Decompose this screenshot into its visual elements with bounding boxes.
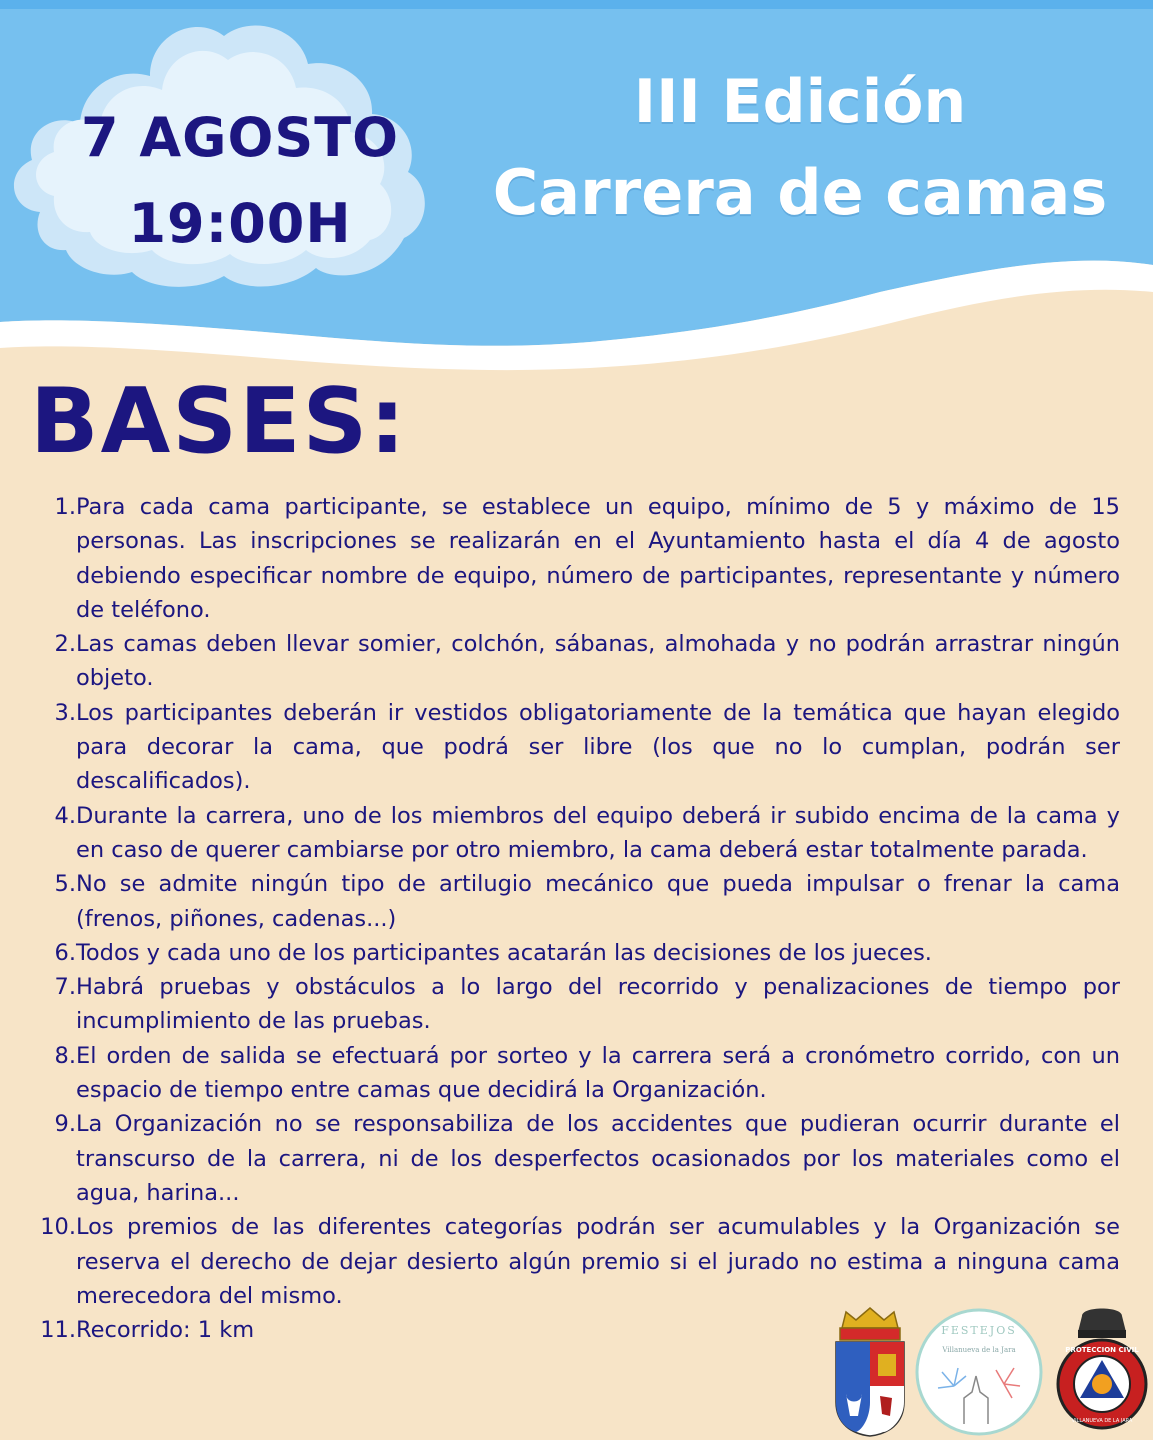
rule-text: No se admite ningún tipo de artilugio mecánico que pueda impulsar o frenar la cama (frenos, piñones, cadenas...) [76,871,1120,932]
rule-number: 4. [54,802,76,829]
bases-heading: BASES: [30,369,408,474]
rule-item [38,1210,1120,1313]
event-date-time [40,95,440,267]
rule-text: Todos y cada uno de los participantes acatarán las decisiones de los jueces. [76,939,932,966]
proteccion-civil-logo [1052,1306,1152,1438]
rule-number: 9. [54,1111,76,1138]
rule-number: 5. [54,871,76,898]
rule-number: 8. [54,1042,76,1069]
rule-item [38,970,1120,1039]
rule-text: Durante la carrera, uno de los miembros del equipo deberá ir subido encima de la cama y en caso de querer cambiarse por otro miembro, la cama deberá estar totalmente parada. [76,802,1120,863]
rule-text: Las camas deben llevar somier, colchón, sábanas, almohada y no podrán arrastrar ningún objeto. [76,631,1120,692]
festejos-logo-subtitle: Villanueva de la Jara [942,1346,1016,1354]
proteccion-civil-title: PROTECCION CIVIL [1065,1346,1139,1354]
rule-number: 10. [40,1214,76,1241]
event-time: 19:00H [128,192,352,255]
rule-number: 11. [40,1317,76,1344]
festejos-logo-title: FESTEJOS [941,1324,1017,1337]
rule-item [38,696,1120,799]
event-date: 7 AGOSTO [80,106,400,169]
rule-item [38,1107,1120,1210]
rule-text: La Organización no se responsabiliza de los accidentes que pudieran ocurrir durante el transcurso de la carrera, ni de los desperfectos ocasionados por los materiales como el agua, harina... [76,1111,1120,1206]
rule-item [38,936,1120,970]
rule-item [38,627,1120,696]
rule-text: Recorrido: 1 km [76,1317,255,1344]
event-name: Carrera de camas [492,156,1108,229]
rule-number: 3. [54,699,76,726]
rule-item [38,799,1120,868]
coat-of-arms-icon [832,1306,908,1438]
edition-label: III Edición [633,67,967,137]
rule-item [38,1039,1120,1108]
rule-number: 1. [54,494,76,520]
rule-item [38,867,1120,936]
rule-text: Para cada cama participante, se establece un equipo, mínimo de 5 y máximo de 15 personas. Las inscripciones se realizarán en el Ayuntamiento hasta el día 4 de agosto debiendo especificar nombre de equipo, número de participantes, representante y número de teléfono. [76,494,1120,623]
rule-text: Los participantes deberán ir vestidos obligatoriamente de la temática que hayan elegido para decorar la cama, que podrá ser libre (los que no lo cumplan, podrán ser descalificados). [76,699,1120,795]
rule-text: Los premios de las diferentes categorías podrán ser acumulables y la Organización se reserva el derecho de dejar desierto algún premio si el jurado no estima a ninguna cama merecedora del mismo. [76,1214,1120,1309]
rule-item [38,490,1120,627]
rule-text: El orden de salida se efectuará por sorteo y la carrera será a cronómetro corrido, con un espacio de tiempo entre camas que decidirá la Organización. [76,1042,1120,1104]
rule-number: 2. [54,631,76,658]
rule-text: Habrá pruebas y obstáculos a lo largo del recorrido y penalizaciones de tiempo por incumplimiento de las pruebas. [76,974,1120,1035]
proteccion-civil-subtitle: VILLANUEVA DE LA JARA [1071,1418,1133,1424]
event-title [480,58,1120,240]
rules-list [38,490,1120,1347]
sponsor-logos [828,1300,1153,1440]
rule-number: 6. [54,939,76,966]
festejos-logo [914,1306,1044,1438]
rule-number: 7. [54,974,76,1001]
